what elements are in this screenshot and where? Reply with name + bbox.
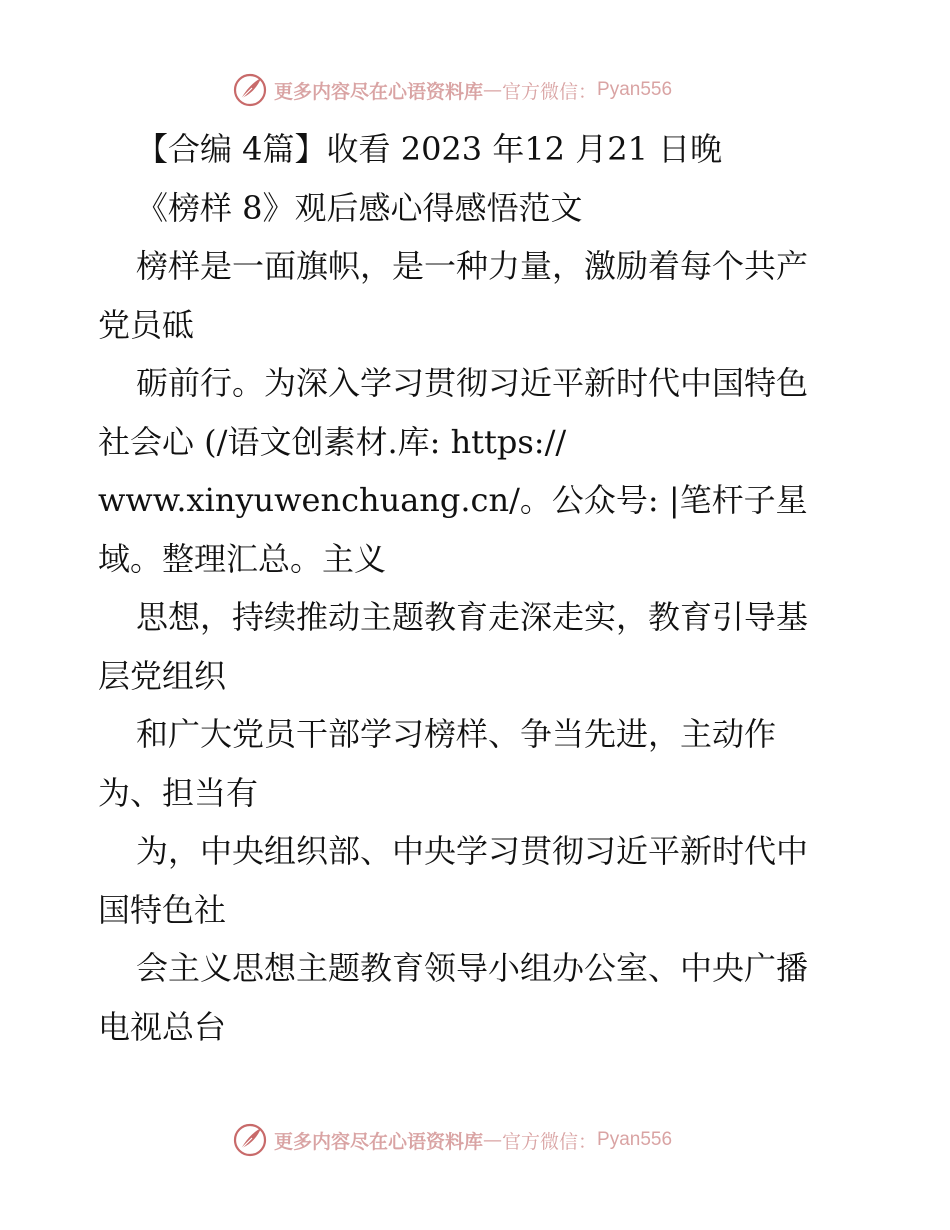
text-line: 党员砥 — [98, 305, 195, 344]
text-line: 社会心 (/语文创素材.库: https:// — [98, 422, 567, 461]
feather-quill-logo-icon — [232, 72, 268, 108]
text-line: 电视总台 — [98, 1007, 227, 1046]
watermark-sub-text: 官方微信： — [502, 1130, 598, 1153]
header-watermark — [232, 70, 672, 110]
watermark-sub-text: 官方微信： — [502, 80, 598, 103]
text-line: 砺前行。为深入学习贯彻习近平新时代中国特色 — [136, 364, 809, 402]
text-line: 和广大党员干部学习榜样、争当先进，主动作 — [136, 715, 777, 753]
feather-quill-logo-icon — [232, 1122, 268, 1158]
text-line: 国特色社 — [98, 890, 227, 929]
watermark-wechat-id: Pyan556 — [597, 79, 673, 100]
document-body — [98, 120, 858, 1056]
watermark-wechat-id: Pyan556 — [597, 1129, 673, 1150]
watermark-main-text: 更多内容尽在心语资料库 — [274, 80, 484, 103]
footer-watermark — [232, 1120, 672, 1160]
watermark-separator: — — [483, 1129, 503, 1151]
text-line: 【合编 4篇】收看 2023 年12 月21 日晚 — [136, 130, 723, 168]
text-line: www.xinyuwenchuang.cn/。公众号: |笔杆子星 — [98, 481, 808, 519]
watermark-separator: — — [483, 79, 503, 101]
text-line: 《榜样 8》观后感心得感悟范文 — [136, 188, 583, 227]
text-line: 为，中央组织部、中央学习贯彻习近平新时代中 — [136, 832, 809, 870]
text-line: 层党组织 — [98, 656, 227, 695]
text-line: 为、担当有 — [98, 773, 259, 812]
watermark-main-text: 更多内容尽在心语资料库 — [274, 1130, 484, 1153]
text-line: 域。整理汇总。主义 — [98, 539, 387, 578]
text-line: 思想，持续推动主题教育走深走实，教育引导基 — [136, 598, 809, 636]
text-line: 会主义思想主题教育领导小组办公室、中央广播 — [136, 949, 809, 987]
text-line: 榜样是一面旗帜，是一种力量，激励着每个共产 — [136, 247, 809, 285]
